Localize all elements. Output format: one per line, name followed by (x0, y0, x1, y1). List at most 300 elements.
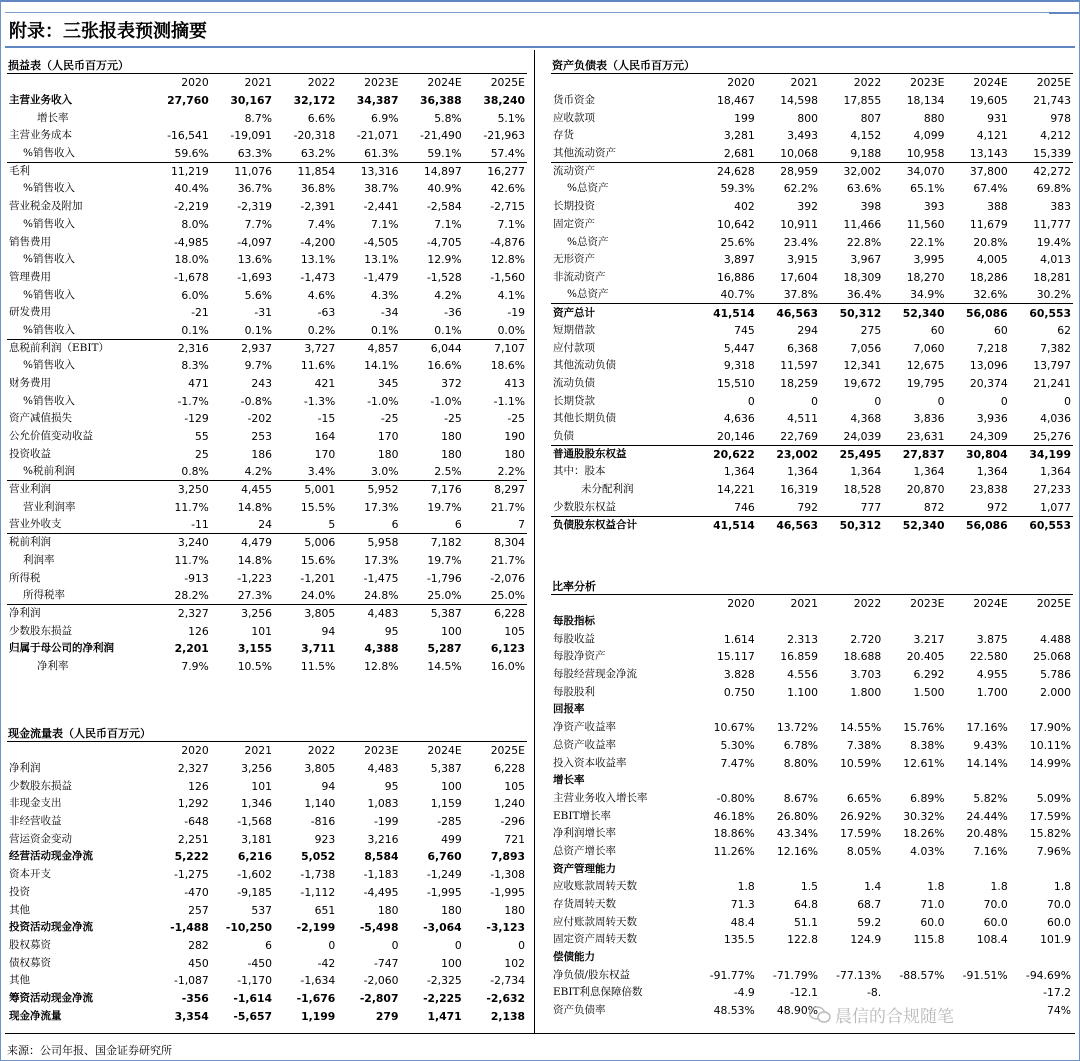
cell-value: 9.7% (244, 359, 272, 373)
cell-value: 108.4 (976, 933, 1008, 947)
row-label: 其他长期负债 (553, 412, 616, 425)
cell-value: 1,240 (494, 797, 525, 811)
cell-value (694, 949, 757, 967)
cell-value: 25.6% (720, 235, 755, 249)
cell-value: -356 (181, 991, 209, 1005)
row-label: 毛利 (7, 162, 148, 180)
cell-value: -5,498 (359, 921, 399, 935)
cell-value: 95 (384, 624, 399, 638)
cell-value: -1,995 (426, 885, 462, 899)
cell-value: -816 (310, 815, 336, 829)
cell-value: 12,675 (906, 359, 945, 373)
cell-value: 63.2% (300, 146, 336, 160)
cell-value: 1.4 (864, 880, 882, 894)
cell-value: 18.0% (174, 253, 209, 267)
cell-value (946, 701, 1009, 719)
row-label: 资产负债率 (553, 1004, 606, 1017)
cell-value: 2,138 (490, 1009, 525, 1023)
cell-value: -2,219 (173, 200, 209, 214)
cell-value: 5.6% (244, 288, 272, 302)
cell-value: 8.38% (910, 738, 945, 752)
watermark (809, 1002, 954, 1027)
table-row (7, 463, 527, 481)
cell-value: 3,250 (148, 481, 211, 499)
cell-value: 12.9% (427, 253, 462, 267)
table-row (551, 648, 1073, 666)
cell-value: 19.7% (427, 500, 462, 514)
cell-value: 0 (937, 394, 945, 408)
row-label: 经营活动现金净流 (9, 850, 93, 863)
cell-value: 0.1% (244, 323, 272, 337)
row-label: 其中：股本 (553, 465, 606, 478)
cell-value: 792 (797, 500, 818, 514)
cell-value: 40.9% (427, 182, 462, 196)
row-label: %销售收入 (23, 394, 75, 407)
cell-value: 3,836 (913, 412, 945, 426)
cell-value: 34,199 (1010, 445, 1073, 463)
cell-value: 8,584 (364, 850, 399, 864)
row-label: 投资收益 (9, 447, 51, 460)
cell-value: 15,510 (716, 377, 755, 391)
table-row (7, 587, 527, 605)
cell-value: 9,318 (723, 359, 755, 373)
cell-value: -3,064 (423, 921, 462, 935)
cell-value: 18.688 (843, 650, 882, 664)
cell-value: -42 (317, 956, 336, 970)
cell-value: 10.67% (713, 721, 755, 735)
cell-value: 37,800 (946, 162, 1009, 180)
cell-value: 0 (454, 938, 462, 952)
cell-value: 0 (518, 938, 525, 952)
row-label: 主营业务收入增长率 (553, 791, 648, 804)
cell-value: -1,223 (237, 571, 272, 585)
header-blank (551, 595, 694, 613)
row-label: 固定资产周转天数 (553, 933, 637, 946)
cell-value: -2,060 (363, 974, 399, 988)
row-label: 资产总计 (551, 304, 694, 322)
cell-value: 14,221 (716, 483, 755, 497)
cell-value: 6 (391, 518, 399, 532)
cell-value: -199 (373, 815, 399, 829)
cell-value: 3,936 (976, 412, 1008, 426)
table-row (551, 145, 1073, 163)
cell-value: 6.65% (846, 791, 882, 805)
cell-value: 1.8 (990, 880, 1008, 894)
table-row (551, 949, 1073, 967)
column-divider (534, 50, 535, 1033)
cell-value: 57.4% (490, 146, 525, 160)
cell-value: -1,560 (490, 270, 525, 284)
cell-value: -31 (254, 306, 272, 320)
cell-value: 721 (504, 832, 525, 846)
cell-value: -1,488 (170, 921, 209, 935)
cell-value: 6.292 (913, 668, 945, 682)
cell-value: 537 (251, 903, 272, 917)
cell-value: 7.9% (181, 660, 209, 674)
cell-value: 4.3% (371, 288, 399, 302)
cell-value: -25 (507, 412, 525, 426)
cell-value: 52,340 (883, 304, 946, 322)
cell-value: 18,134 (906, 94, 945, 108)
cell-value: 8,304 (464, 534, 527, 552)
cell-value: 38.7% (364, 182, 399, 196)
cell-value: 5.786 (1040, 668, 1071, 682)
cell-value: 2.313 (787, 632, 818, 646)
table-row (7, 848, 527, 866)
cell-value: 6,228 (494, 762, 525, 776)
cell-value: 20,622 (694, 445, 757, 463)
row-label: 其他 (9, 903, 30, 916)
cell-value: 7,060 (913, 341, 945, 355)
row-label: %总资产 (567, 235, 609, 248)
cell-value: -1,308 (490, 868, 525, 882)
cell-value: 7.4% (307, 217, 336, 231)
year-header: 2021 (790, 76, 818, 90)
cell-value: 5.1% (497, 111, 525, 125)
table-row (7, 269, 527, 287)
table-row (551, 357, 1073, 375)
cell-value: 11,560 (906, 217, 945, 231)
cell-value: -1,183 (363, 868, 399, 882)
row-label: 净利率 (37, 660, 69, 673)
cell-value: 100 (441, 624, 462, 638)
cell-value: 7,107 (464, 339, 527, 357)
cell-value: 4,121 (976, 129, 1008, 143)
cell-value: 1,346 (241, 797, 272, 811)
cell-value: 4.1% (497, 288, 525, 302)
cell-value: 4,857 (337, 339, 400, 357)
cell-value: 16.859 (780, 650, 818, 664)
row-label: 负债股东权益合计 (551, 516, 694, 534)
table-row (7, 534, 527, 552)
table-row (7, 322, 527, 340)
cell-value: 6,216 (237, 850, 272, 864)
cell-value: 4.955 (976, 668, 1008, 682)
cell-value: 4.2% (434, 288, 462, 302)
cell-value: 46,563 (757, 304, 820, 322)
table-row (7, 777, 527, 795)
cell-value: 5,387 (430, 762, 462, 776)
table-row (7, 884, 527, 902)
year-header: 2022 (853, 597, 882, 611)
cell-value: 52,340 (883, 516, 946, 534)
cell-value: 62.2% (783, 182, 818, 196)
row-label: 未分配利润 (581, 483, 634, 496)
row-label: 投入资本收益率 (553, 756, 627, 769)
year-header: 2025E (490, 744, 525, 758)
cell-value: 6,228 (464, 605, 527, 623)
cell-value: 60 (930, 323, 945, 337)
cell-value: 6.6% (307, 111, 336, 125)
cell-value: 11,597 (780, 359, 818, 373)
cell-value: 26.80% (776, 809, 818, 823)
cell-value: 186 (251, 447, 272, 461)
year-header-row (551, 74, 1073, 92)
cell-value: 1,364 (787, 465, 818, 479)
cell-value: -1,676 (296, 991, 336, 1005)
cell-value: 48.90% (776, 1004, 818, 1018)
cell-value: -2,807 (359, 991, 399, 1005)
cell-value: 36.7% (237, 182, 272, 196)
row-label: 存货周转天数 (553, 898, 616, 911)
cell-value: 59.3% (720, 182, 755, 196)
table-row (551, 516, 1073, 534)
cell-value: 12.8% (490, 253, 525, 267)
row-label: 流动资产 (551, 162, 694, 180)
cell-value: 3,240 (148, 534, 211, 552)
cell-value: 651 (314, 903, 336, 917)
cell-value: 36,388 (420, 94, 462, 108)
cell-value: 60.0 (920, 915, 945, 929)
cell-value: 63.6% (846, 182, 882, 196)
cell-value: -2,734 (490, 974, 525, 988)
row-label: 公允价值变动收益 (9, 430, 93, 443)
cell-value: 60 (993, 323, 1008, 337)
cell-value: 1.614 (723, 632, 755, 646)
year-header: 2020 (727, 597, 755, 611)
cell-value: 807 (860, 111, 882, 125)
row-label: 增长率 (553, 774, 585, 787)
cell-value: -11 (191, 518, 209, 532)
cell-value: 27,837 (883, 445, 946, 463)
row-label: %税前利润 (23, 465, 75, 478)
cell-value: 3.828 (723, 668, 755, 682)
table-row (551, 499, 1073, 517)
cell-value: -21,490 (420, 129, 462, 143)
cell-value: 450 (188, 956, 209, 970)
cell-value: 21,241 (1033, 377, 1071, 391)
cell-value: 4,212 (1040, 129, 1071, 143)
cell-value: 1,159 (430, 797, 462, 811)
table-row (551, 92, 1073, 110)
row-label: %销售收入 (23, 182, 75, 195)
table-row (7, 109, 527, 127)
cell-value: 4,483 (337, 605, 400, 623)
cell-value: 1.8 (737, 880, 755, 894)
cell-value: 42,272 (1010, 162, 1073, 180)
table-row (551, 392, 1073, 410)
table-row (551, 825, 1073, 843)
table-row (7, 92, 527, 110)
row-label: 固定资产 (553, 217, 595, 230)
cell-value: 42.6% (490, 182, 525, 196)
cell-value (694, 860, 757, 878)
table-row (7, 937, 527, 955)
cell-value: 3.875 (976, 632, 1008, 646)
table-row (551, 931, 1073, 949)
table-row (7, 481, 527, 499)
cell-value: 3,155 (237, 642, 272, 656)
cell-value: -1.0% (430, 394, 462, 408)
cell-value: 12,341 (843, 359, 882, 373)
cell-value: 65.1% (910, 182, 945, 196)
row-label: 非经营收益 (9, 815, 62, 828)
cell-value: 923 (314, 832, 336, 846)
wechat-icon (809, 1006, 831, 1024)
cell-value (820, 772, 883, 790)
cell-value: 50,312 (820, 304, 883, 322)
cell-value: 5,001 (274, 481, 337, 499)
table-row (551, 896, 1073, 914)
cell-value: 19.4% (1036, 235, 1071, 249)
cell-value: 32,172 (293, 94, 336, 108)
cell-value: 2,937 (211, 339, 274, 357)
cell-value (820, 860, 883, 878)
cell-value: 7,182 (400, 534, 463, 552)
cell-value: 7,218 (976, 341, 1008, 355)
table-row (7, 760, 527, 778)
income-statement (7, 57, 527, 675)
table-row (7, 1007, 527, 1025)
table-row (7, 972, 527, 990)
cell-value: 22.580 (969, 650, 1008, 664)
row-label: 营业利润 (7, 481, 148, 499)
row-label: EBIT利息保障倍数 (553, 986, 643, 999)
cell-value: 0 (874, 394, 882, 408)
cell-value: 0.1% (434, 323, 462, 337)
cell-value: 17,855 (843, 94, 882, 108)
cell-value: 2,251 (177, 832, 209, 846)
row-label: 营运资金变动 (9, 832, 72, 845)
cell-value: 13.6% (237, 253, 272, 267)
cell-value: 14.1% (364, 359, 399, 373)
cell-value: 61.3% (364, 146, 399, 160)
cell-value: 16,277 (464, 162, 527, 180)
cell-value: 1.8 (927, 880, 945, 894)
cell-value: 24 (258, 518, 272, 532)
cell-value: 0.0% (497, 323, 525, 337)
cell-value: 1,364 (976, 465, 1008, 479)
ratio-table (551, 595, 1073, 1020)
year-header: 2021 (244, 76, 272, 90)
row-label: 流动负债 (553, 377, 595, 390)
cell-value: 8.0% (181, 217, 209, 231)
cell-value: -17.2 (1043, 986, 1071, 1000)
cell-value: 421 (314, 377, 336, 391)
row-label: 总资产收益率 (553, 738, 616, 751)
cell-value: 12.16% (776, 844, 818, 858)
table-row (551, 286, 1073, 304)
cell-value: -2,632 (486, 991, 525, 1005)
table-row (7, 919, 527, 937)
cell-value (1010, 860, 1073, 878)
cell-value: 7.16% (973, 844, 1008, 858)
cell-value: 11,076 (211, 162, 274, 180)
cell-value (757, 613, 820, 631)
cell-value: -0.80% (716, 791, 755, 805)
cell-value: 135.5 (723, 933, 755, 947)
cell-value: 7.1% (497, 217, 525, 231)
cell-value: -1.0% (367, 394, 399, 408)
table-row (7, 866, 527, 884)
cell-value: 15.5% (300, 500, 336, 514)
row-label: 投资 (9, 885, 30, 898)
cell-value: 4,511 (787, 412, 818, 426)
cell-value (946, 984, 1009, 1002)
cell-value: 0.8% (181, 465, 209, 479)
cell-value: 18,259 (780, 377, 818, 391)
cell-value: 5,447 (723, 341, 755, 355)
cell-value: 60,553 (1010, 304, 1073, 322)
table-row (551, 843, 1073, 861)
cell-value: 46,563 (757, 516, 820, 534)
table-row (7, 127, 527, 145)
cell-value: 6.9% (371, 111, 399, 125)
cell-value: 51.1 (793, 915, 818, 929)
cell-value: 7.96% (1036, 844, 1071, 858)
cell-value: 27.3% (237, 589, 272, 603)
table-row (551, 790, 1073, 808)
cell-value: -19,091 (230, 129, 272, 143)
cell-value: 1,083 (367, 797, 399, 811)
row-label: 主营业务成本 (9, 129, 72, 142)
cell-value: 17.3% (364, 500, 399, 514)
cell-value: 7.38% (846, 738, 882, 752)
cell-value: 14.55% (840, 721, 882, 735)
cell-value: -91.77% (709, 968, 755, 982)
row-label: 净负债/股东权益 (553, 968, 631, 981)
cell-value: 22,769 (780, 429, 818, 443)
cell-value: 499 (441, 832, 462, 846)
cell-value: 5,958 (337, 534, 400, 552)
cell-value: 9.43% (973, 738, 1008, 752)
cell-value (883, 860, 946, 878)
cell-value: 1.700 (976, 685, 1008, 699)
cell-value (148, 109, 211, 127)
cell-value: 36.4% (846, 288, 882, 302)
table-row (7, 233, 527, 251)
cell-value: -1,602 (237, 868, 272, 882)
cell-value: 2,327 (177, 762, 209, 776)
cell-value: 5,006 (274, 534, 337, 552)
header-blank (7, 74, 148, 92)
cell-value: 11,854 (274, 162, 337, 180)
cell-value: 11.7% (174, 500, 209, 514)
cell-value: 7.47% (720, 756, 755, 770)
table-row (551, 613, 1073, 631)
year-header: 2020 (181, 744, 209, 758)
cell-value (1010, 772, 1073, 790)
table-row (551, 807, 1073, 825)
cell-value: 4,455 (211, 481, 274, 499)
cell-value: 0 (1064, 394, 1071, 408)
row-label: 其他 (9, 974, 30, 987)
cell-value: -4.9 (733, 986, 755, 1000)
table-row (551, 339, 1073, 357)
cell-value: -2,076 (490, 571, 525, 585)
cell-value: -63 (317, 306, 336, 320)
cell-value: 38,240 (483, 94, 525, 108)
row-label: 货币资金 (553, 94, 595, 107)
cell-value: 101 (251, 624, 272, 638)
cell-value: 170 (314, 447, 336, 461)
cell-value: 55 (195, 430, 209, 444)
cell-value: -747 (373, 956, 399, 970)
row-label: 普通股股东权益 (551, 445, 694, 463)
cell-value: 115.8 (913, 933, 945, 947)
cell-value: 4,636 (723, 412, 755, 426)
cell-value: -1.3% (303, 394, 336, 408)
cell-value: 4.488 (1040, 632, 1071, 646)
row-label: %销售收入 (23, 288, 75, 301)
header-blank (551, 74, 694, 92)
cell-value: 4,368 (850, 412, 882, 426)
cell-value: 257 (188, 903, 209, 917)
cell-value: -1.7% (177, 394, 209, 408)
balance-table (551, 74, 1073, 534)
cell-value: 18.26% (903, 827, 945, 841)
cell-value: 70.0 (1046, 898, 1071, 912)
